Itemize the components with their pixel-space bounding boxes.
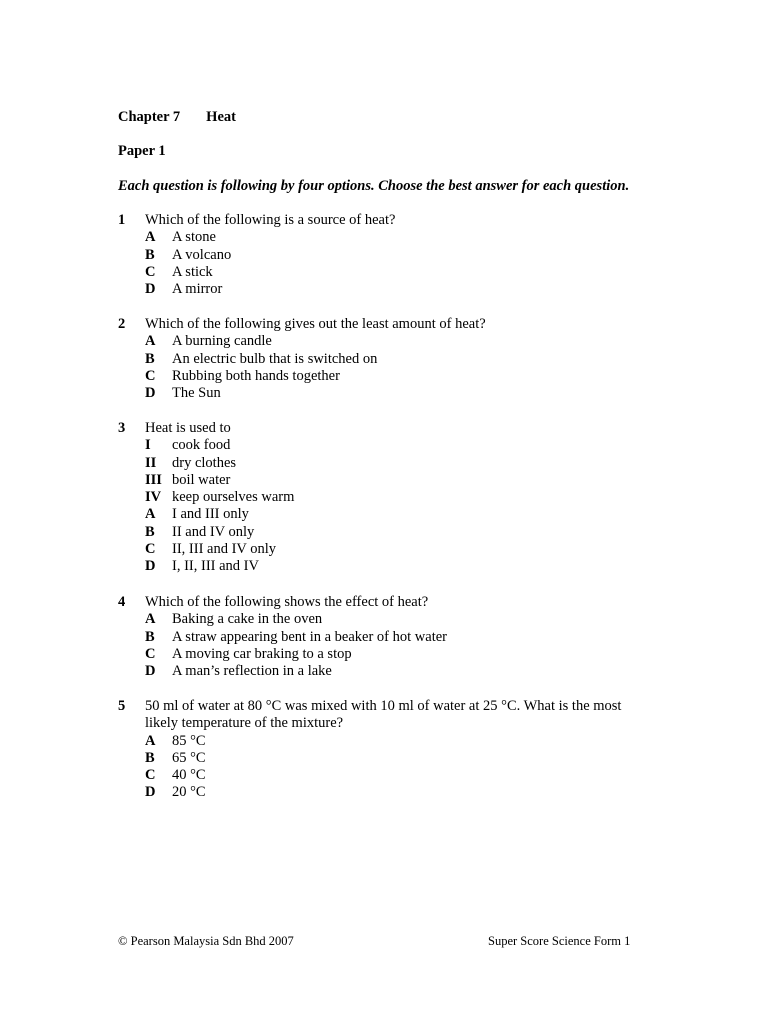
question-2 <box>118 316 658 402</box>
question-1 <box>118 212 658 298</box>
option-letter: C <box>145 767 156 784</box>
option-text: I and III only <box>172 506 249 523</box>
option-a <box>145 733 658 750</box>
option-letter: B <box>145 628 155 645</box>
statement-iv <box>145 489 658 506</box>
chapter-heading <box>118 109 236 126</box>
question-text: Which of the following gives out the least amount of heat? <box>145 316 486 332</box>
chapter-topic: Heat <box>206 109 236 125</box>
option-text: A man’s reflection in a lake <box>172 663 332 680</box>
option-text: II and IV only <box>172 523 255 540</box>
option-b <box>145 524 658 541</box>
option-text: 20 °C <box>172 784 206 801</box>
option-text: 40 °C <box>172 767 206 784</box>
option-b <box>145 351 658 368</box>
option-letter: D <box>145 281 156 298</box>
option-text: The Sun <box>172 385 221 402</box>
option-text: I, II, III and IV <box>172 558 259 575</box>
statement-numeral: III <box>145 471 162 488</box>
book-title-footer: Super Score Science Form 1 <box>488 934 631 948</box>
option-letter: A <box>145 229 156 246</box>
question-number: 5 <box>118 698 126 714</box>
option-text: Baking a cake in the oven <box>172 611 323 628</box>
question-number: 2 <box>118 316 126 332</box>
option-letter: A <box>145 611 156 628</box>
option-letter: A <box>145 732 156 749</box>
option-c <box>145 646 658 663</box>
option-text: An electric bulb that is switched on <box>172 350 378 367</box>
option-c <box>145 264 658 281</box>
option-text: 65 °C <box>172 749 206 766</box>
option-letter: C <box>145 263 156 280</box>
question-5 <box>118 698 658 802</box>
option-a <box>145 506 658 523</box>
statement-i <box>145 437 658 454</box>
option-text: A stick <box>172 263 213 280</box>
statement-text: dry clothes <box>172 454 237 471</box>
statement-iii <box>145 472 658 489</box>
paper-heading: Paper 1 <box>118 143 166 159</box>
option-d <box>145 784 658 801</box>
option-letter: A <box>145 333 156 350</box>
question-text: Which of the following is a source of heat? <box>145 212 396 228</box>
option-letter: D <box>145 385 156 402</box>
statement-text: keep ourselves warm <box>172 489 295 506</box>
option-text: Rubbing both hands together <box>172 367 340 384</box>
question-number: 3 <box>118 420 126 436</box>
option-a <box>145 229 658 246</box>
statement-text: boil water <box>172 471 231 488</box>
option-letter: C <box>145 645 156 662</box>
question-3 <box>118 420 658 576</box>
option-text: A stone <box>172 229 216 246</box>
option-d <box>145 663 658 680</box>
copyright-footer: © Pearson Malaysia Sdn Bhd 2007 <box>118 934 294 948</box>
option-text: II, III and IV only <box>172 541 277 558</box>
option-d <box>145 281 658 298</box>
option-a <box>145 333 658 350</box>
option-letter: D <box>145 784 156 801</box>
option-b <box>145 750 658 767</box>
statement-text: cook food <box>172 437 231 454</box>
option-text: A moving car braking to a stop <box>172 645 352 662</box>
question-number: 1 <box>118 212 126 228</box>
option-letter: A <box>145 506 156 523</box>
option-letter: B <box>145 246 155 263</box>
option-letter: B <box>145 749 155 766</box>
option-letter: C <box>145 367 156 384</box>
question-text: Which of the following shows the effect of heat? <box>145 594 429 610</box>
option-letter: B <box>145 350 155 367</box>
statement-numeral: II <box>145 454 157 471</box>
option-text: A straw appearing bent in a beaker of hot water <box>172 628 447 645</box>
option-letter: B <box>145 523 155 540</box>
option-a <box>145 611 658 628</box>
question-number: 4 <box>118 594 126 610</box>
option-c <box>145 368 658 385</box>
question-4 <box>118 594 658 680</box>
option-c <box>145 541 658 558</box>
option-text: 85 °C <box>172 732 206 749</box>
statement-numeral: I <box>145 437 151 454</box>
option-b <box>145 247 658 264</box>
option-text: A burning candle <box>172 333 272 350</box>
option-text: A volcano <box>172 246 232 263</box>
option-d <box>145 558 658 575</box>
option-letter: D <box>145 558 156 575</box>
statement-numeral: IV <box>145 489 162 506</box>
option-d <box>145 385 658 402</box>
option-c <box>145 767 658 784</box>
option-text: A mirror <box>172 281 223 298</box>
chapter-number: Chapter 7 <box>118 109 181 125</box>
option-letter: C <box>145 541 156 558</box>
question-text: Heat is used to <box>145 420 231 436</box>
instruction-text: Each question is following by four options. Choose the best answer for each question. <box>118 178 630 194</box>
option-letter: D <box>145 663 156 680</box>
option-b <box>145 629 658 646</box>
statement-ii <box>145 455 658 472</box>
question-text: 50 ml of water at 80 °C was mixed with 10 ml of water at 25 °C. What is the most likely temperature of the mixture? <box>145 698 622 732</box>
